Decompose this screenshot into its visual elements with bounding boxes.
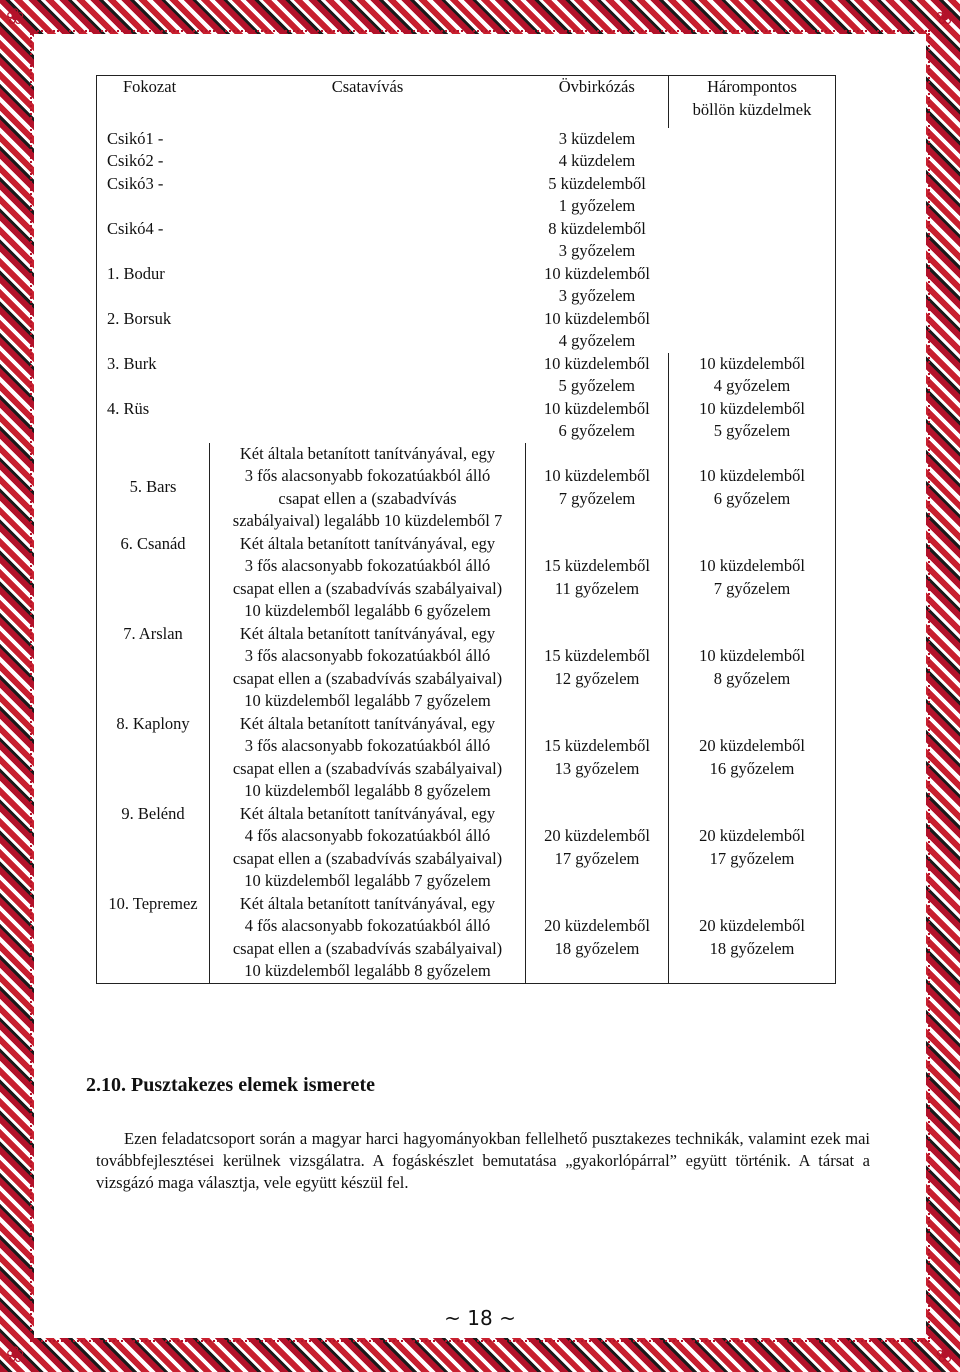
cell-fokozat: 10. Tepremez [97, 893, 210, 984]
cell-csatavivas: Két általa betanított tanítványával, egy 4 fős alacsonyabb fokozatúakból álló csapat ellen a (szabadvívás szabályaival) 10 küzdelemből legalább 8 győzelem [210, 893, 526, 984]
cell-ovbirkozas: 8 küzdelemből 3 győzelem [548, 218, 646, 260]
cell-fokozat: 6. Csanád [97, 533, 210, 623]
cell-fokozat: 9. Belénd [97, 803, 210, 893]
cell-csatavivas: Két általa betanított tanítványával, egy 3 fős alacsonyabb fokozatúakból álló csapat ellen a (szabadvívás szabályaival) legalább 10 küzdelemből 7 [210, 443, 526, 533]
cell-csatavivas [210, 398, 526, 443]
table-row [97, 713, 836, 803]
cell-ovbirkozas: 4 küzdelem [558, 151, 636, 170]
cell-ovbirkozas: 10 küzdelemből 7 győzelem [544, 466, 650, 508]
table-row [97, 353, 836, 398]
cell-harompontos: 10 küzdelemből 7 győzelem [669, 533, 836, 623]
cell-ovbirkozas: 10 küzdelemből 5 győzelem [543, 353, 650, 395]
cell-fokozat: Csikó3 - [97, 173, 210, 218]
table-row [97, 893, 836, 984]
table-body [97, 128, 836, 984]
table-row [97, 263, 836, 308]
cell-ovbirkozas: 5 küzdelemből 1 győzelem [548, 173, 646, 215]
table-row [97, 398, 836, 443]
cell-csatavivas [210, 128, 526, 151]
header-harompontos: Hárompontos böllön küzdelmek [669, 76, 836, 128]
cell-ovbirkozas: 20 küzdelemből 18 győzelem [526, 893, 669, 984]
cell-ovbirkozas: 3 küzdelem [558, 128, 636, 148]
cell-csatavivas [210, 263, 526, 308]
cell-harompontos [669, 263, 836, 308]
cell-fokozat: Csikó1 - [97, 128, 210, 151]
table-row [97, 128, 836, 151]
table-row [97, 623, 836, 713]
corner-ornament-icon: ❀ [6, 1342, 25, 1367]
cell-fokozat: Csikó2 - [97, 150, 210, 173]
cell-csatavivas: Két általa betanított tanítványával, egy 3 fős alacsonyabb fokozatúakból álló csapat ellen a (szabadvívás szabályaival) 10 küzdelemből legalább 6 győzelem [210, 533, 526, 623]
cell-csatavivas [210, 173, 526, 218]
cell-ovbirkozas: 10 küzdelemből 4 győzelem [544, 308, 650, 350]
cell-harompontos [669, 128, 836, 151]
cell-harompontos: 20 küzdelemből 18 győzelem [669, 893, 836, 984]
header-ovbirkozas: Övbirkózás [526, 76, 669, 128]
table-row [97, 173, 836, 218]
cell-harompontos [669, 150, 836, 173]
table-row [97, 218, 836, 263]
cell-csatavivas [210, 218, 526, 263]
corner-ornament-icon: ❀ [935, 4, 954, 29]
cell-csatavivas [210, 353, 526, 398]
cell-ovbirkozas: 15 küzdelemből 12 győzelem [544, 646, 650, 688]
cell-harompontos: 20 küzdelemből 16 győzelem [669, 713, 836, 803]
header-csatavivas: Csatavívás [210, 76, 526, 128]
corner-ornament-icon: ❀ [6, 4, 25, 29]
cell-csatavivas [210, 150, 526, 173]
cell-harompontos [669, 308, 836, 353]
cell-ovbirkozas: 10 küzdelemből 3 győzelem [544, 263, 650, 305]
cell-fokozat: 3. Burk [97, 353, 210, 398]
cell-fokozat: 4. Rüs [97, 398, 210, 443]
cell-csatavivas: Két általa betanított tanítványával, egy 3 fős alacsonyabb fokozatúakból álló csapat ellen a (szabadvívás szabályaival) 10 küzdelemből legalább 8 győzelem [210, 713, 526, 803]
cell-csatavivas: Két általa betanított tanítványával, egy 4 fős alacsonyabb fokozatúakból álló csapat ellen a (szabadvívás szabályaival) 10 küzdelemből legalább 7 győzelem [210, 803, 526, 893]
corner-ornament-icon: ❀ [935, 1342, 954, 1367]
cell-csatavivas [210, 308, 526, 353]
table-header-row [97, 76, 836, 128]
cell-fokozat: 8. Kaplony [97, 713, 210, 803]
cell-harompontos: 10 küzdelemből 8 győzelem [669, 623, 836, 713]
page-number: ~ 18 ~ [444, 1306, 516, 1330]
cell-harompontos [669, 173, 836, 218]
cell-fokozat: 7. Arslan [97, 623, 210, 713]
cell-harompontos: 10 küzdelemből 4 győzelem [669, 353, 836, 398]
header-fokozat: Fokozat [97, 76, 210, 128]
cell-fokozat: 1. Bodur [97, 263, 210, 308]
cell-fokozat: 5. Bars [97, 443, 210, 533]
table-row [97, 443, 836, 533]
section-paragraph: Ezen feladatcsoport során a magyar harci hagyományokban fellelhető pusztakezes technikák, valamint ezek mai továbbfejlesztései kerülnek vizsgálatra. A fogáskészlet bemutatása „gyakorlópárral” együtt történik. A társat a vizsgázó maga választja, vele együtt készül fel. [96, 1129, 870, 1192]
cell-ovbirkozas: 10 küzdelemből 6 győzelem [543, 398, 650, 440]
cell-harompontos: 20 küzdelemből 17 győzelem [669, 803, 836, 893]
cell-ovbirkozas: 20 küzdelemből 17 győzelem [544, 826, 650, 868]
cell-csatavivas: Két általa betanított tanítványával, egy 3 fős alacsonyabb fokozatúakból álló csapat ellen a (szabadvívás szabályaival) 10 küzdelemből legalább 7 győzelem [210, 623, 526, 713]
cell-harompontos: 10 küzdelemből 6 győzelem [669, 443, 836, 533]
table-row [97, 533, 836, 623]
table-row [97, 308, 836, 353]
cell-ovbirkozas: 15 küzdelemből 11 győzelem [544, 556, 650, 598]
cell-harompontos: 10 küzdelemből 5 győzelem [669, 398, 836, 443]
section-heading: 2.10. Pusztakezes elemek ismerete [86, 1074, 375, 1096]
table-row [97, 150, 836, 173]
table-row [97, 803, 836, 893]
cell-ovbirkozas: 15 küzdelemből 13 győzelem [544, 736, 650, 778]
grade-requirements-table [96, 75, 836, 984]
cell-fokozat: Csikó4 - [97, 218, 210, 263]
cell-fokozat: 2. Borsuk [97, 308, 210, 353]
cell-harompontos [669, 218, 836, 263]
